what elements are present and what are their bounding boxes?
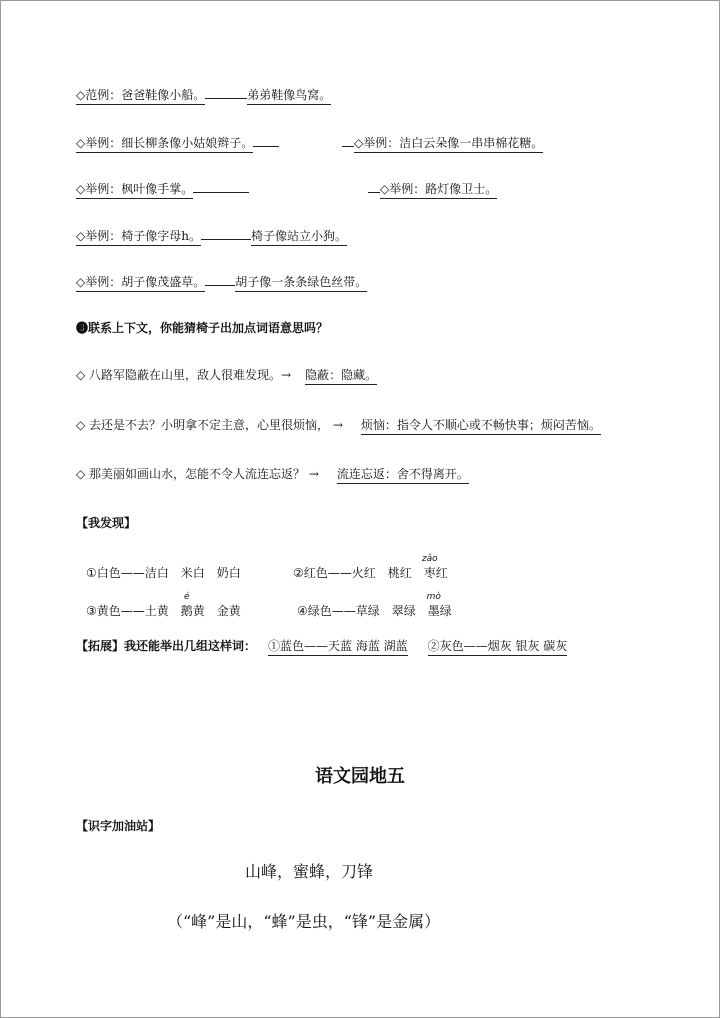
discover-2b-ruby (426, 592, 441, 619)
example-3-a: ◇举例：枫叶像手掌。 (76, 181, 193, 199)
section-note: （“峰”是山，“蜂”是虫，“锋”是金属） (167, 912, 441, 931)
discover-row-2a (86, 592, 241, 619)
question-1-text: ◇ 八路军隐蔽在山里，敌人很难发现。→ (76, 368, 292, 382)
expand-answer-a: ①蓝色——天蓝 海蓝 湖蓝 (268, 638, 408, 656)
discover-2a-ruby (180, 592, 193, 619)
section-subtitle: 【识字加油站】 (76, 819, 161, 833)
question-item-2 (76, 417, 601, 435)
discover-1a-word1: 米白 (180, 566, 205, 580)
discover-2a-head: ③黄色——土黄 (86, 604, 169, 618)
question-2-answer: 烦恼：指令人不顺心或不畅快事；烦闷苦恼。 (361, 417, 601, 435)
ruby-char-mo: 墨 (427, 604, 440, 618)
discover-2a-word2: 金黄 (216, 604, 241, 618)
discover-row-2b (297, 592, 452, 619)
section-words: 山峰，蜜蜂，刀锋 (245, 862, 374, 881)
question-item-1 (76, 367, 377, 385)
discover-1b-ruby (421, 554, 438, 581)
pinyin-zao: zǎo (421, 554, 438, 564)
question-3-text: ◇ 那美丽如画山水，怎能不令人流连忘返？ → (76, 467, 319, 481)
example-5-b: 胡子像一条条绿色丝带。 (235, 274, 367, 292)
example-line-2b (342, 135, 543, 153)
example-2-b: ◇举例：洁白云朵像一串串棉花糖。 (354, 135, 543, 153)
expand-answer-b: ②灰色——烟灰 银灰 碳灰 (428, 638, 568, 656)
example-line-1 (76, 87, 331, 105)
section-title: 语文园地五 (315, 766, 405, 787)
example-line-3b (368, 181, 497, 199)
discover-2b-word1: 翠绿 (391, 604, 416, 618)
discover-1a-head: ①白色——洁白 (86, 566, 169, 580)
pinyin-e: é (183, 592, 190, 602)
discover-2a-tail: 黄 (192, 604, 205, 618)
example-3-b: ◇举例：路灯像卫士。 (380, 181, 497, 199)
example-line-5 (76, 274, 367, 292)
example-4-b: 椅子像站立小狗。 (251, 228, 347, 246)
discover-row-1a (86, 565, 241, 581)
discover-1b-tail: 红 (435, 566, 448, 580)
discover-2b-head: ④绿色——草绿 (297, 604, 380, 618)
question-2-text: ◇ 去还是不去？小明拿不定主意，心里很烦恼， → (76, 418, 343, 432)
discover-row-1b (293, 554, 448, 581)
question-item-3 (76, 466, 469, 484)
question-1-answer: 隐蔽：隐藏。 (305, 367, 377, 385)
example-line-3a (76, 181, 249, 199)
question-3-answer: 流连忘返：舍不得离开。 (337, 466, 469, 484)
example-5-a: ◇举例：胡子像茂盛草。 (76, 274, 205, 292)
ruby-char-e: 鹅 (180, 604, 193, 618)
example-2-a: ◇举例：细长柳条像小姑娘辫子。 (76, 135, 253, 153)
example-line-2a (76, 135, 279, 153)
discover-1b-head: ②红色——火红 (293, 566, 376, 580)
example-1-a: ◇范例：爸爸鞋像小船。 (76, 87, 205, 105)
discover-1b-word1: 桃红 (387, 566, 412, 580)
expand-line (76, 638, 567, 656)
question-label: ❸联系上下文，你能猜椅子出加点词语意思吗？ (76, 321, 329, 335)
discover-1a-word2: 奶白 (216, 566, 241, 580)
ruby-char-zao: 枣 (423, 566, 436, 580)
example-1-b: 弟弟鞋像鸟窝。 (247, 87, 331, 105)
example-line-4 (76, 228, 347, 246)
pinyin-mo: mò (426, 592, 441, 602)
example-4-a: ◇举例：椅子像字母h。 (76, 228, 201, 246)
discover-label: 【我发现】 (76, 516, 137, 530)
expand-label: 【拓展】我还能举出几组这样词： (76, 639, 257, 653)
discover-2b-tail: 绿 (439, 604, 452, 618)
